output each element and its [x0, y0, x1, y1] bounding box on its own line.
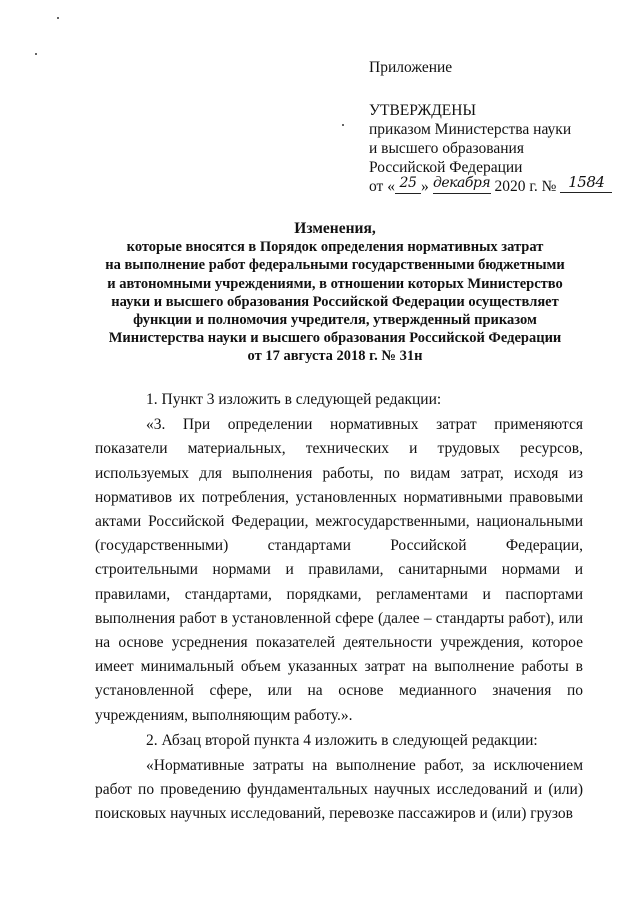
handwritten-order-number: 1584 [560, 173, 612, 193]
title-line: Министерства науки и высшего образования Российской Федерации [108, 330, 562, 347]
approval-line: Российской Федерации [369, 159, 523, 176]
handwritten-day: 25 [395, 174, 421, 194]
scan-speck [57, 17, 59, 19]
paragraph-quote-1: «3. При определении нормативных затрат применяются показатели материальных, технических и трудовых ресурсов, используемых для выполнения работы, по видам затрат, исходя из нормативов их потребления, установленных нормативными правовыми актами Российской Федерации, межгосударственными, национальными (государственными) стандартами Российской Федерации, строительными нормами и правилами, санитарными нормами и правилами, стандартами, порядками, регламентами и паспортами выполнения работ в установленной сфере (далее – стандарты работ), или на основе усреднения показателей деятельности учреждения, которое имеет минимальный объем указанных затрат на выполнение работы в установленной сфере, или на основе медианного значения по учреждениям, выполняющим работу.». [95, 416, 583, 724]
date-prefix: от « [369, 178, 395, 195]
paragraph-item-1: 1. Пункт 3 изложить в следующей редакции: [146, 391, 442, 408]
approval-line: приказом Министерства науки [369, 121, 572, 138]
handwritten-month: декабря [433, 174, 491, 194]
approval-date-line [369, 173, 619, 198]
title-line: которые вносятся в Порядок определения нормативных затрат [126, 239, 544, 256]
scan-speck [35, 53, 37, 55]
date-year: 2020 г. № [490, 178, 557, 195]
paragraph-quote-2: «Нормативные затраты на выполнение работ, за исключением работ по проведению фундаментальных научных исследований и (или) поисковых научных исследований, перевозке пассажиров и (или) грузов [95, 757, 583, 823]
date-mid: » [420, 178, 429, 195]
title-line: науки и высшего образования Российской Федерации осуществляет [111, 293, 559, 310]
appendix-label: Приложение [369, 59, 453, 76]
title-line: от 17 августа 2018 г. № 31н [247, 348, 423, 365]
document-title [90, 220, 580, 366]
scan-speck [342, 124, 344, 126]
title-line: и автономными учреждениями, в отношении которых Министерство [107, 275, 563, 292]
title-line: на выполнение работ федеральными государственными бюджетными [105, 257, 565, 274]
approval-block [369, 58, 619, 198]
approval-line: и высшего образования [369, 140, 524, 157]
title-line: функции и полномочия учредителя, утвержденный приказом [133, 312, 537, 329]
paragraph-item-2: 2. Абзац второй пункта 4 изложить в следующей редакции: [146, 731, 538, 749]
approved-label: УТВЕРЖДЕНЫ [369, 102, 476, 119]
document-body [95, 388, 583, 827]
title-heading: Изменения, [294, 220, 376, 237]
